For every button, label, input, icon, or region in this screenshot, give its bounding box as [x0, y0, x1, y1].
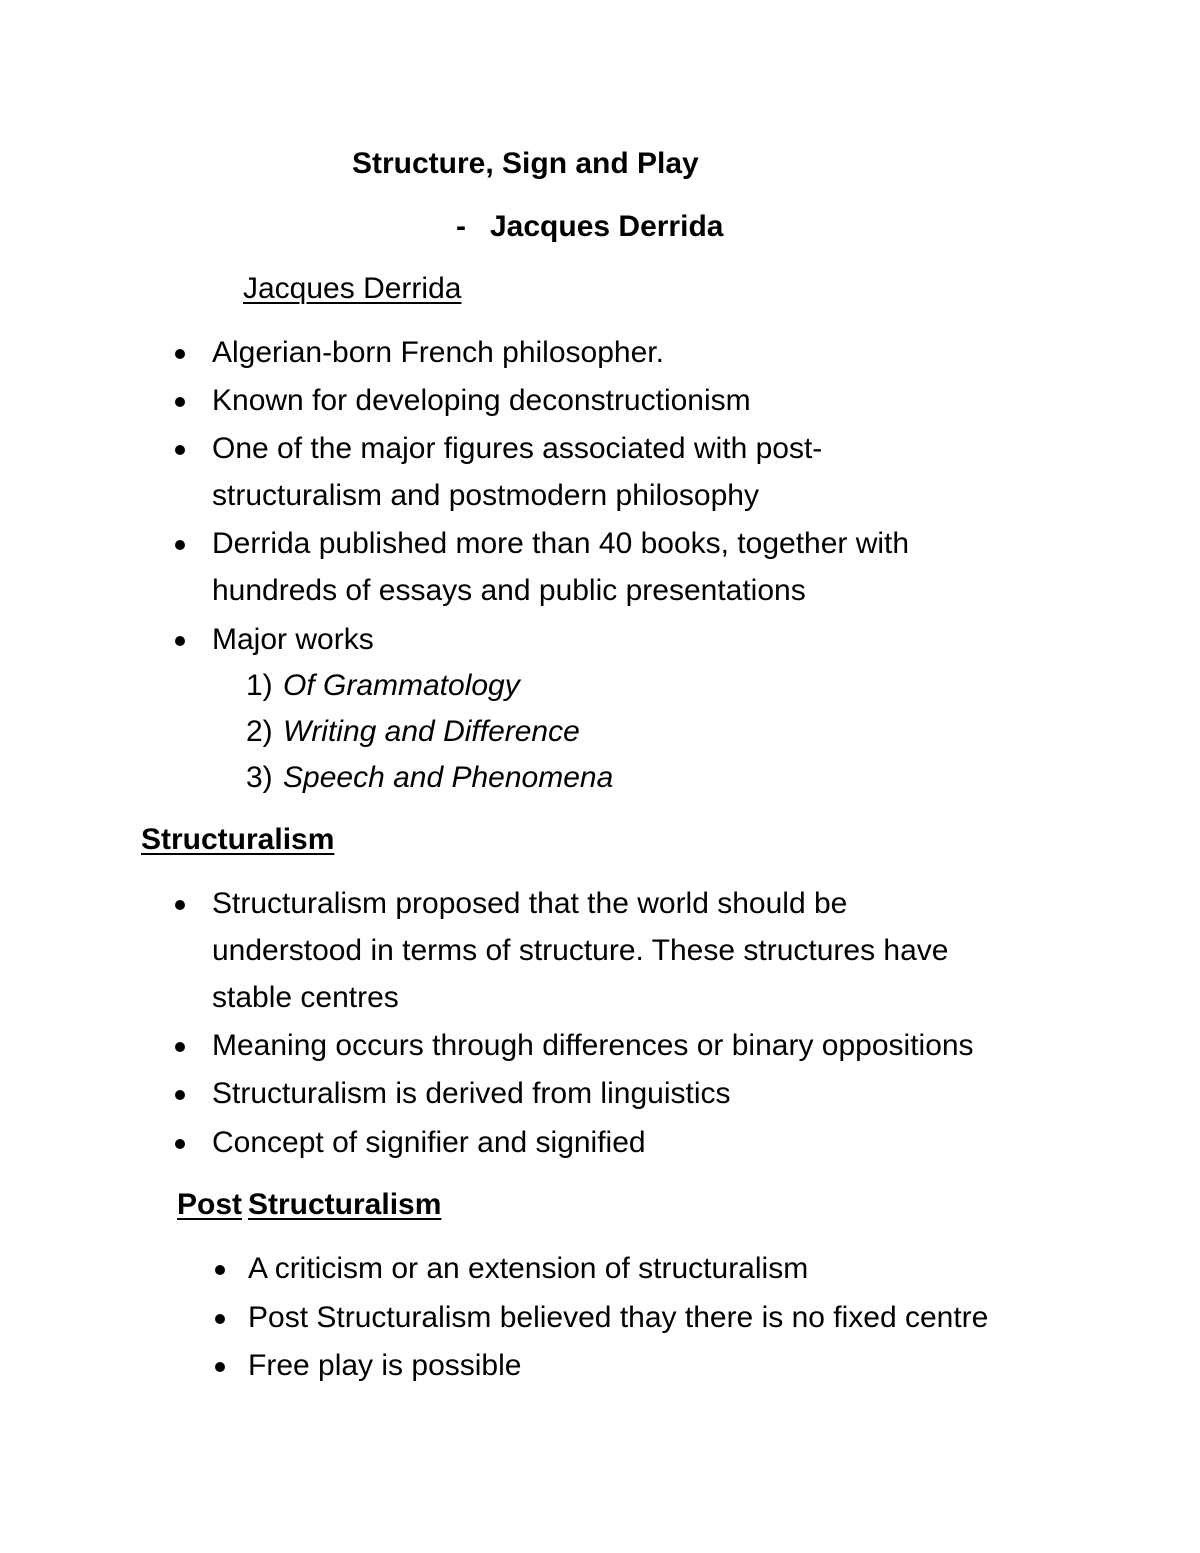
list-item-continuation: stable centres: [212, 981, 399, 1014]
work-title: Writing and Difference: [283, 715, 580, 748]
bullet-icon: [175, 1090, 185, 1100]
list-item: One of the major figures associated with post-: [212, 432, 823, 465]
list-item: A criticism or an extension of structuralism: [248, 1252, 809, 1285]
bullet-icon: [215, 1362, 225, 1372]
bullet-icon: [175, 1042, 185, 1052]
list-item: Meaning occurs through differences or binary oppositions: [212, 1029, 974, 1062]
author-name: Jacques Derrida: [490, 210, 724, 243]
author-dash: -: [456, 210, 466, 243]
work-title: Of Grammatology: [283, 669, 520, 702]
bullet-icon: [175, 900, 185, 910]
bullet-icon: [215, 1314, 225, 1324]
list-item-continuation: hundreds of essays and public presentations: [212, 574, 806, 607]
work-number: 1): [246, 669, 273, 702]
work-title: Speech and Phenomena: [283, 761, 614, 794]
list-item-continuation: structuralism and postmodern philosophy: [212, 479, 759, 512]
list-item-continuation: understood in terms of structure. These structures have: [212, 934, 949, 967]
bullet-icon: [175, 636, 185, 646]
structuralism-heading: Structuralism: [141, 823, 335, 856]
list-item: Concept of signifier and signified: [212, 1126, 646, 1159]
list-item: Algerian-born French philosopher.: [212, 336, 664, 369]
list-item: Major works: [212, 623, 374, 656]
work-number: 3): [246, 761, 273, 794]
about-heading: Jacques Derrida: [243, 272, 462, 305]
work-number: 2): [246, 715, 273, 748]
list-item: Structuralism proposed that the world should be: [212, 887, 848, 920]
bullet-icon: [175, 397, 185, 407]
post-structuralism-heading-part-1: Post: [177, 1188, 243, 1221]
list-item: Structuralism is derived from linguistics: [212, 1077, 731, 1110]
post-structuralism-heading-part-2: Structuralism: [248, 1188, 442, 1221]
bullet-icon: [175, 1139, 185, 1149]
bullet-icon: [215, 1265, 225, 1275]
list-item: Free play is possible: [248, 1349, 522, 1382]
document-title: Structure, Sign and Play: [352, 147, 699, 180]
list-item: Known for developing deconstructionism: [212, 384, 751, 417]
bullet-icon: [175, 540, 185, 550]
bullet-icon: [175, 445, 185, 455]
bullet-icon: [175, 349, 185, 359]
list-item: Derrida published more than 40 books, together with: [212, 527, 910, 560]
list-item: Post Structuralism believed thay there is no fixed centre: [248, 1301, 989, 1334]
